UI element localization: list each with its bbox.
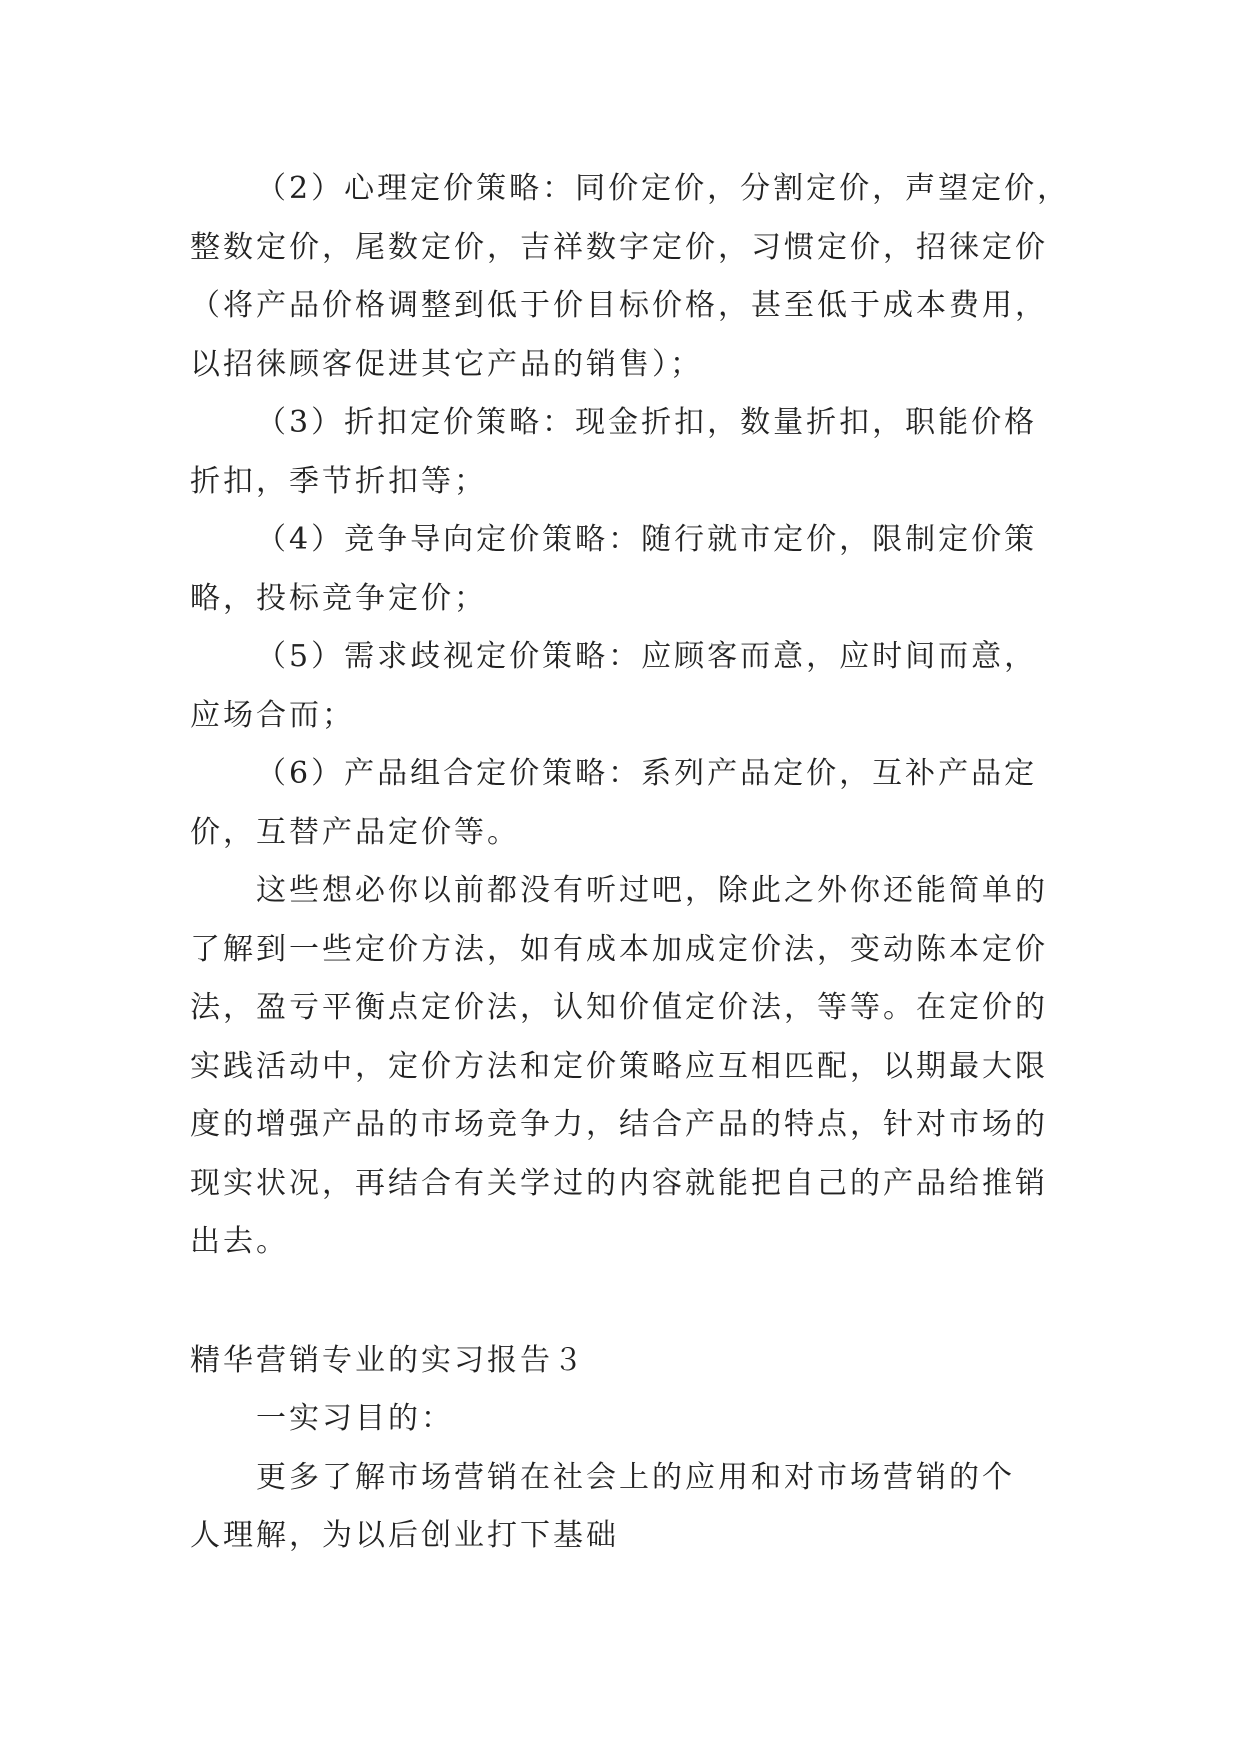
paragraph-portfolio-pricing: [190, 745, 1070, 862]
paragraph-competition-pricing: [190, 511, 1070, 628]
text-line: （2）心理定价策略：同价定价，分割定价，声望定价，: [256, 171, 1071, 206]
text-line: 度的增强产品的市场竞争力，结合产品的特点，针对市场的: [190, 1107, 1048, 1142]
text-line: 略，投标竞争定价；: [190, 580, 487, 616]
text-line: 现实状况，再结合有关学过的内容就能把自己的产品给推销: [190, 1165, 1048, 1201]
text-line: 折扣，季节折扣等；: [190, 463, 487, 499]
paragraph-discount-pricing: [190, 394, 1070, 511]
paragraph-demand-pricing: [190, 628, 1070, 745]
text-line: 更多了解市场营销在社会上的应用和对市场营销的个: [256, 1459, 1015, 1495]
text-line: （4）竞争导向定价策略：随行就市定价，限制定价策: [256, 522, 1038, 557]
text-line: （将产品价格调整到低于价目标价格，甚至低于成本费用，: [190, 288, 1048, 323]
text-line: 实践活动中，定价方法和定价策略应互相匹配，以期最大限: [190, 1048, 1048, 1084]
text-line: 人理解，为以后创业打下基础: [190, 1518, 619, 1553]
document-page: [190, 160, 1070, 1566]
text-line: 这些想必你以前都没有听过吧，除此之外你还能简单的: [256, 873, 1048, 908]
text-line: （6）产品组合定价策略：系列产品定价，互补产品定: [256, 756, 1038, 791]
section-spacer: [190, 1272, 1070, 1332]
text-line: 价，互替产品定价等。: [190, 814, 520, 850]
text-line: （3）折扣定价策略：现金折扣，数量折扣，职能价格: [256, 405, 1038, 440]
text-line: （5）需求歧视定价策略：应顾客而意，应时间而意，: [256, 639, 1038, 674]
text-line: 应场合而；: [190, 697, 355, 733]
text-line: 整数定价，尾数定价，吉祥数字定价，习惯定价，招徕定价: [190, 229, 1048, 265]
text-line: 以招徕顾客促进其它产品的销售）；: [190, 346, 703, 382]
paragraph-internship-purpose-heading: [190, 1390, 1070, 1449]
section-heading: [190, 1332, 1070, 1391]
text-line: 法，盈亏平衡点定价法，认知价值定价法，等等。在定价的: [190, 990, 1048, 1025]
text-line: 出去。: [190, 1224, 289, 1259]
paragraph-internship-purpose: [190, 1449, 1070, 1566]
text-line: 一实习目的：: [256, 1401, 454, 1436]
section-title: 精华营销专业的实习报告３: [190, 1342, 586, 1378]
paragraph-psychological-pricing: [190, 160, 1070, 394]
paragraph-summary: [190, 862, 1070, 1272]
text-line: 了解到一些定价方法，如有成本加成定价法，变动陈本定价: [190, 931, 1048, 967]
